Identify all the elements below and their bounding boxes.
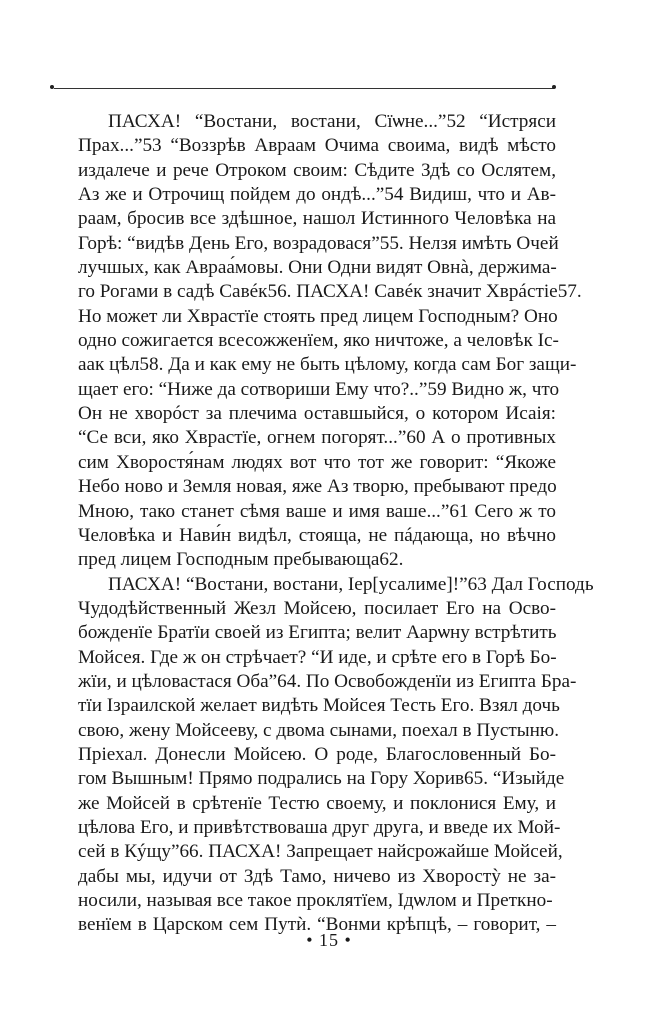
text-line: венїем в Царском сем Путѝ. “Вонми крѣпцѣ, – говорит, – <box>78 914 556 936</box>
text-line: божденїе Братїи своей из Египта; велит Аарѡну встрѣтить <box>78 622 557 644</box>
text-line: Чудодѣйственный Жезл Мойсею, посилает Его на Осво- <box>78 597 556 619</box>
text-line: ПАСХА! “Востани, востани, Іер[усалиме]!”63 Дал Господь <box>108 573 594 595</box>
text-line: издалече и рече Отроком своим: Сѣдите Здѣ со Ослятем, <box>78 159 556 181</box>
text-line: пред лицем Господным пребывающа62. <box>78 549 404 571</box>
text-line: Прах...”53 “Воззрѣв Авраам Очима своима, видѣ мѣсто <box>78 135 556 157</box>
header-rule <box>54 88 554 89</box>
text-line: цѣлова Его, и привѣтствоваша друг друга, и введе их Мой- <box>78 816 561 838</box>
text-line: одно сожигается всесожженїем, яко ничтоже, а человѣк Іс- <box>78 330 559 352</box>
text-line: Но может ли Хврастїе стоять пред лицем Господным? Оно <box>78 305 558 327</box>
text-line: дабы мы, идучи от Здѣ Тамо, ничево из Хворостỳ не за- <box>78 865 556 887</box>
text-line: Человѣка и Нави́н видѣл, стояща, не пáдающа, но вѣчно <box>78 524 556 546</box>
text-line: щает его: “Ниже да сотвориши Ему что?..”59 Видно ж, что <box>78 378 560 400</box>
text-line: раам, бросив все здѣшное, нашол Истинного Человѣка на <box>78 208 556 230</box>
text-line: Небо ново и Земля новая, яже Аз творю, пребывают предо <box>78 476 557 498</box>
text-line: сей в Кýщу”66. ПАСХА! Запрещает найсрожайше Мойсей, <box>78 841 563 863</box>
rule-dot-right <box>552 85 556 89</box>
body-text <box>78 110 594 938</box>
text-line: носили, называя все такое проклятїем, Ідѡлом и Преткно- <box>78 890 553 911</box>
text-line: Аз же и Отрочищ пойдем до ондѣ...”54 Видиш, что и Ав- <box>78 184 556 206</box>
text-line: Он не хворóст за плечима оставшыйся, о котором Исаія: <box>78 403 556 425</box>
text-line: ПАСХА! “Востани, востани, Сїѡне...”52 “Истряси <box>108 111 556 132</box>
text-line: гом Вышным! Прямо подрались на Гору Хорив65. “Изыйде <box>78 768 565 790</box>
text-line: свою, жену Мойсееву, с двома сынами, поехал в Пустыню. <box>78 719 560 741</box>
text-line: жїи, и цѣловастася Оба”64. По Освобожденїи из Египта Бра- <box>78 670 577 692</box>
text-line: Пріехал. Донесли Мойсею. О роде, Благословенный Бо- <box>78 743 556 765</box>
text-line: тїи Ізраилской желает видѣть Мойсея Тесть Его. Взял дочь <box>78 695 560 717</box>
page-number: • 15 • <box>306 930 352 950</box>
text-line: го Рогами в садѣ Савéк56. ПАСХА! Савéк значит Хврáстіе57. <box>78 281 582 303</box>
text-line: же Мойсей в срѣтенїе Тестю своему, и поклонися Ему, и <box>78 792 556 814</box>
text-line: лучшых, как Авраа́мовы. Они Одни видят Овнà, держима- <box>78 257 557 279</box>
text-line: аак цѣл58. Да и как ему не быть цѣлому, когда сам Бог защи- <box>78 354 577 376</box>
text-line: Мойсея. Где ж он стрѣчает? “И иде, и срѣте его в Горѣ Бо- <box>78 646 557 668</box>
text-line: “Се вси, яко Хврастїе, огнем погорят...”60 А о противных <box>78 427 556 449</box>
text-line: сим Хворостя́нам людях вот что тот же говорит: “Якоже <box>78 451 556 473</box>
text-line: Горѣ: “видѣв День Его, возрадовася”55. Нелзя имѣть Очей <box>78 232 559 254</box>
text-line: Мною, тако станет сѣмя ваше и имя ваше...”61 Сего ж то <box>78 500 556 522</box>
